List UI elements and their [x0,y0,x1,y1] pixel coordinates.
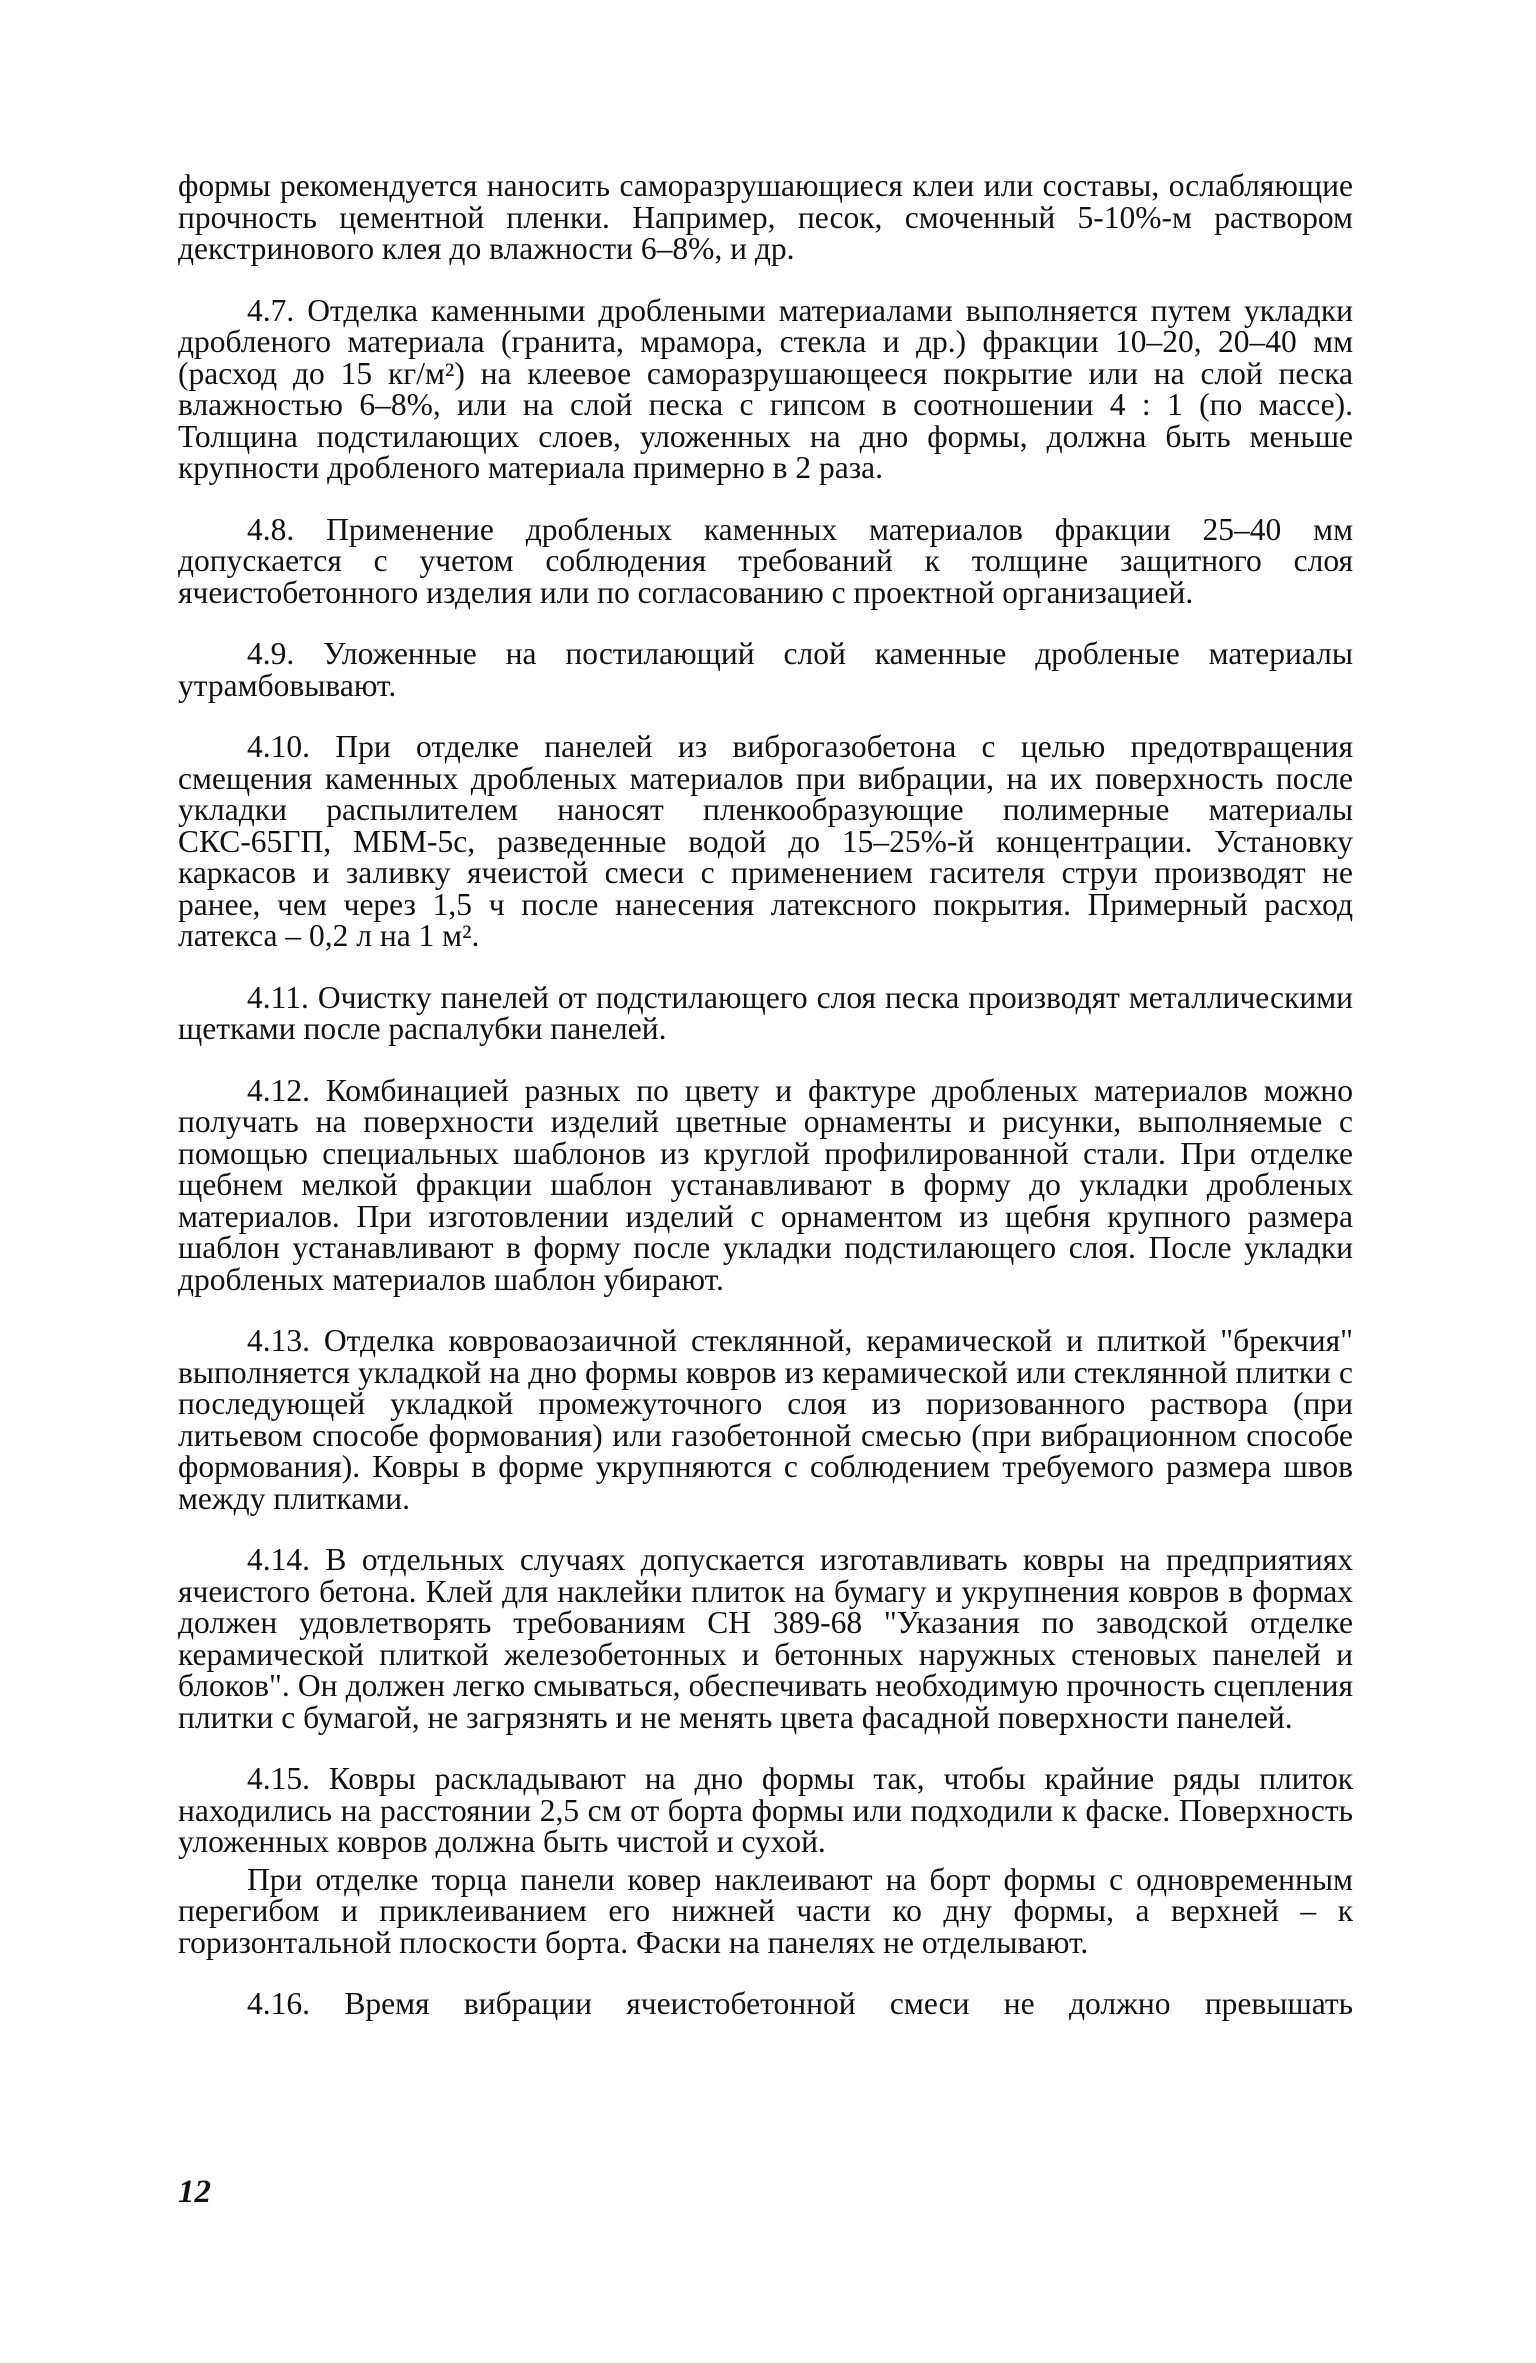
paragraph-4-16 [178,1988,1353,2020]
paragraph-4-13 [178,1325,1353,1514]
paragraph-number: 4.16. [247,1986,310,2021]
paragraph-text: При отделке панелей из виброгазобетона с целью предотвращения смещения каменных дробленых материалов при вибрации, на их поверхность после укладки распылителем наносят пленкообразующие полимерные материалы СКС-65ГП, МБМ-5с, разведенные водой до 15–25%-й концентрации. Установку каркасов и заливку ячеистой смеси с применением гасителя струи производят не ранее, чем через 1,5 ч после нанесения латексного покрытия. Примерный расход латекса – 0,2 л на 1 м². [178,729,1353,953]
paragraph-number: 4.7. [247,292,295,328]
paragraph-intro [178,170,1353,265]
paragraph-number: 4.11. [247,979,309,1015]
paragraph-text: Очистку панелей от подстилающего слоя песка производят металлическими щетками после распалубки панелей. [178,979,1353,1046]
paragraph-number: 4.12. [247,1072,310,1108]
paragraph-4-15 [178,1763,1353,1858]
paragraph-text: Отделка каменными дроблеными материалами выполняется путем укладки дробленого материала (гранита, мрамора, стекла и др.) фракции 10–20, 20–40 мм (расход до 15 кг/м²) на клеевое саморазрушающееся покрытие или на слой песка влажностью 6–8%, или на слой песка с гипсом в соотношении 4 : 1 (по массе). Толщина подстилающих слоев, уложенных на дно формы, должна быть меньше крупности дробленого материала примерно в 2 раза. [178,292,1353,485]
paragraph-4-10 [178,731,1353,952]
paragraph-text: Время вибрации ячеистобетонной смеси не должно превышать [344,1986,1353,2021]
paragraph-text: Ковры раскладывают на дно формы так, чтобы крайние ряды плиток находились на расстоянии 2,5 см от борта формы или подходили к фаске. Поверхность уложенных ковров должна быть чистой и сухой. [178,1761,1354,1859]
paragraph-4-8 [178,511,1354,610]
paragraph-number: 4.10. [247,729,310,764]
paragraph-text: При отделке торца панели ковер наклеивают на борт формы с одновременным перегибом и приклеиванием его нижней части ко дну формы, а верхней – к горизонтальной плоскости борта. Фаски на панелях не отделывают. [178,1861,1353,1960]
paragraph-number: 4.15. [247,1761,310,1796]
paragraph-4-9 [178,638,1353,701]
paragraph-text: Уложенные на постилающий слой каменные дробленые материалы утрамбовывают. [178,636,1353,703]
paragraph-text: В отдельных случаях допускается изготавливать ковры на предприятиях ячеистого бетона. Клей для наклейки плиток на бумагу и укрупнения ковров в формах должен удовлетворять требованиям СН 389-68 "Указания по заводской отделке керамической плиткой железобетонных и бетонных наружных стеновых панелей и блоков". Он должен легко смываться, обеспечивать необходимую прочность сцепления плитки с бумагой, не загрязнять и не менять цвета фасадной поверхности панелей. [178,1542,1353,1735]
paragraph-number: 4.8. [247,511,295,547]
paragraph-text: Отделка ковроваозаичной стеклянной, керамической и плиткой "брекчия" выполняется укладкой на дно формы ковров из керамической или стеклянной плитки с последующей укладкой промежуточного слоя из поризованного раствора (при литьевом способе формования) или газобетонной смесью (при вибрационном способе формования). Ковры в форме укрупняются с соблюдением требуемого размера швов между плитками. [178,1323,1353,1516]
paragraph-number: 4.14. [247,1542,310,1577]
paragraph-number: 4.9. [247,636,295,671]
paragraph-text: Применение дробленых каменных материалов фракции 25–40 мм допускается с учетом соблюдения требований к толщине защитного слоя ячеистобетонного изделия или по согласованию с проектной организацией. [178,511,1354,610]
paragraph-text: Комбинацией разных по цвету и фактуре дробленых материалов можно получать на поверхности изделий цветные орнаменты и рисунки, выполняемые с помощью специальных шаблонов из круглой профилированной стали. При отделке щебнем мелкой фракции шаблон устанавливают в форму до укладки дробленых материалов. При изготовлении изделий с орнаментом из щебня крупного размера шаблон устанавливают в форму после укладки подстилающего слоя. После укладки дробленых материалов шаблон убирают. [178,1072,1353,1297]
paragraph-4-7 [178,292,1353,485]
paragraph-4-11 [178,979,1353,1046]
paragraph-text: формы рекомендуется наносить саморазрушающиеся клеи или составы, ослабляющие прочность цементной пленки. Например, песок, смоченный 5-10%-м раствором декстринового клея до влажности 6–8%, и др. [178,168,1353,266]
paragraph-4-15-continued [178,1861,1353,1960]
paragraph-4-14 [178,1544,1353,1733]
paragraph-4-12 [178,1072,1353,1297]
document-page [178,170,1353,2330]
paragraph-number: 4.13. [247,1323,310,1358]
page-number: 12 [178,2174,211,2210]
